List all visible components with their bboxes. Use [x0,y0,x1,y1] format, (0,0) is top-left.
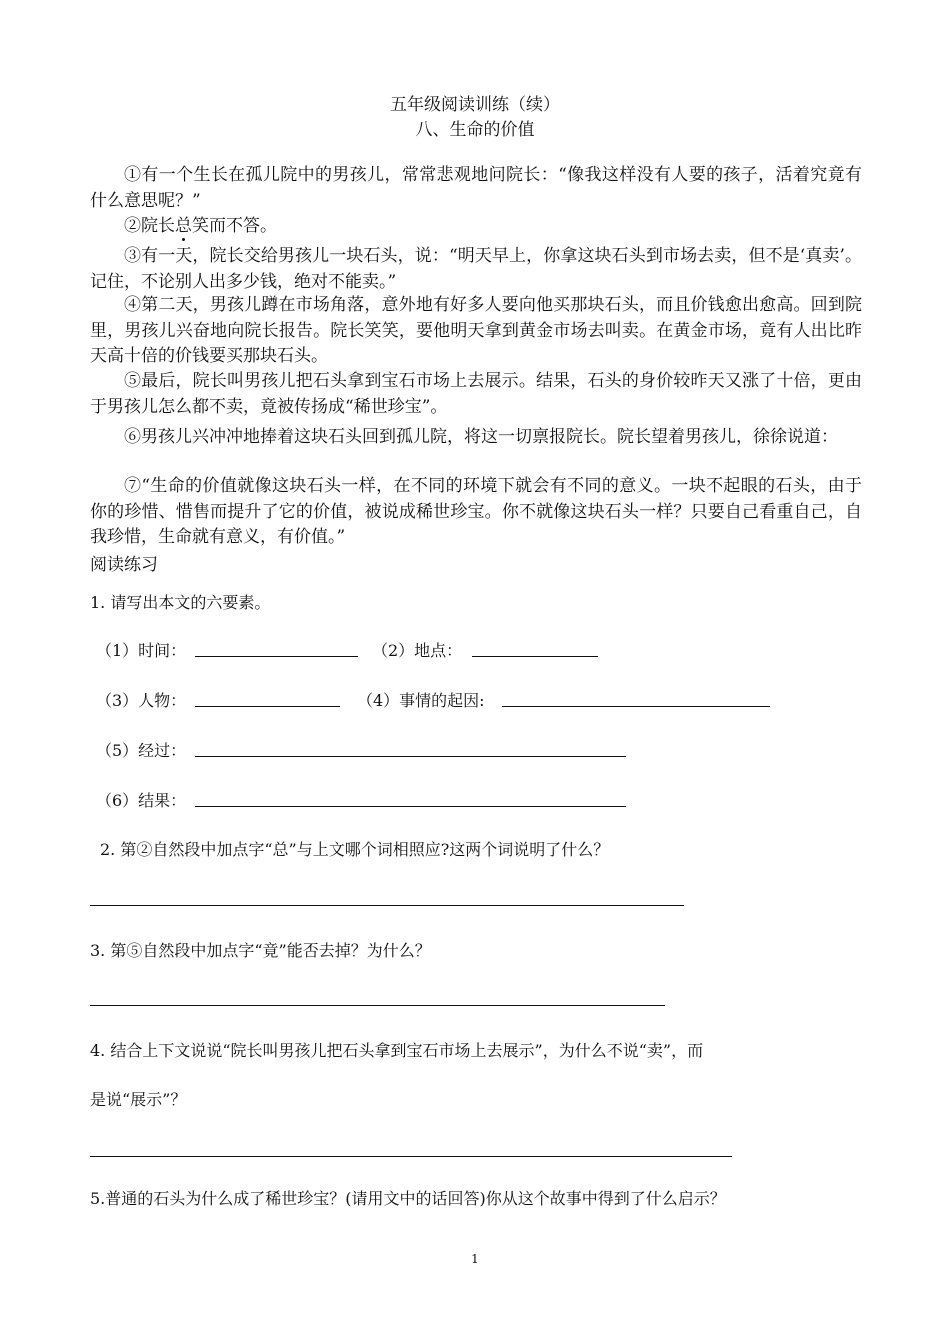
paragraph-2-end: 笑而不答。 [192,216,277,236]
q1-people-label: （3）人物： [96,691,187,710]
page-number: 1 [471,1252,479,1266]
story-title: 八、生命的价值 [415,120,535,140]
question-4-line-2: 是说“展示”？ [90,1090,187,1109]
paragraph-4: ④第二天，男孩儿蹲在市场角落，意外地有好多人要向他买那块石头，而且价钱愈出愈高。回到院里，男孩儿兴奋地向院长报告。院长笑笑，要他明天拿到黄金市场去叫卖。在黄金市场，竟有人出比昨天高十倍的价钱要买那块石头。 [90,295,862,366]
q1-time-label: （1）时间： [96,641,187,660]
worksheet-title: 五年级阅读训练（续） [390,95,560,115]
paragraph-2 [90,214,862,240]
q1-process-answer-line[interactable] [195,756,626,757]
q1-cause-label: （4）事情的起因: [357,691,485,710]
paragraph-5: ⑤最后，院长叫男孩儿把石头拿到宝石市场上去展示。结果，石头的身价较昨天又涨了十倍，更由于男孩儿怎么都不卖，竟被传扬成“稀世珍宝”。 [90,371,862,417]
paragraph-3: ③有一天，院长交给男孩儿一块石头，说：“明天早上，你拿这块石头到市场去卖，但不是‘真卖’。记住，不论别人出多少钱，绝对不能卖。” [90,246,862,292]
paragraph-2-start: ②院长 [124,216,175,236]
q3-answer-line[interactable] [90,1005,665,1006]
q1-place-label: （2）地点： [372,641,463,660]
q1-people-answer-line[interactable] [195,706,340,707]
q1-result-answer-line[interactable] [195,806,626,807]
question-4-line-1: 4. 结合上下文说说“院长叫男孩儿把石头拿到宝石市场上去展示”，为什么不说“卖”，而 [90,1041,704,1060]
q1-cause-answer-line[interactable] [502,706,770,707]
question-2: 2. 第②自然段中加点字“总”与上文哪个词相照应?这两个词说明了什么？ [100,840,610,859]
question-1: 1. 请写出本文的六要素。 [90,593,271,612]
question-5: 5.普通的石头为什么成了稀世珍宝？(请用文中的话回答)你从这个故事中得到了什么启示？ [90,1189,726,1208]
paragraph-7: ⑦“生命的价值就像这块石头一样，在不同的环境下就会有不同的意义。一块不起眼的石头，由于你的珍惜、惜售而提升了它的价值，被说成稀世珍宝。你不就像这块石头一样？只要自己看重自己，自我珍惜，生命就有意义，有价值。” [90,476,862,547]
dotted-char-zong: 总 [175,216,192,236]
paragraph-1: ①有一个生长在孤儿院中的男孩儿，常常悲观地问院长：“像我这样没有人要的孩子，活着究竟有什么意思呢？” [90,165,862,211]
exercise-heading: 阅读练习 [90,555,158,575]
q2-answer-line[interactable] [90,905,684,906]
paragraph-6: ⑥男孩儿兴冲冲地捧着这块石头回到孤儿院，将这一切禀报院长。院长望着男孩儿，徐徐说道： [124,427,838,447]
q1-process-label: （5）经过： [96,741,187,760]
question-3: 3. 第⑤自然段中加点字“竟”能否去掉？为什么？ [90,941,431,960]
q1-place-answer-line[interactable] [472,656,598,657]
q1-result-label: （6）结果： [96,791,187,810]
q4-answer-line[interactable] [90,1156,732,1157]
q1-time-answer-line[interactable] [195,656,358,657]
